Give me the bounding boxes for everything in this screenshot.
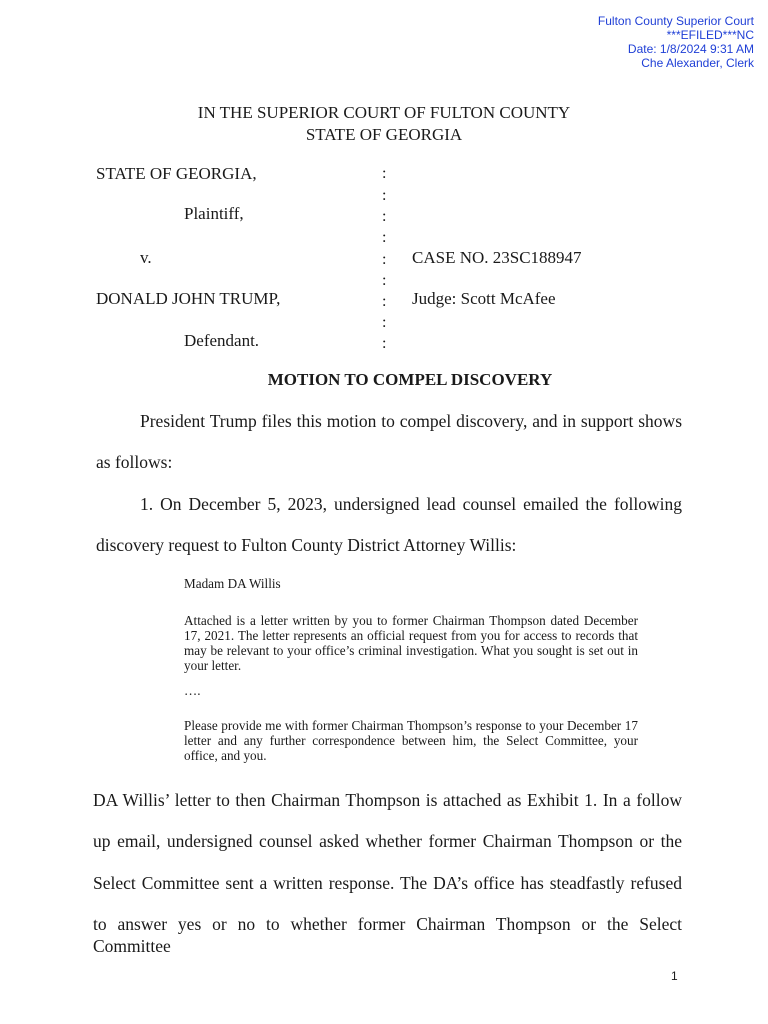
intro-line-2: as follows: — [96, 452, 173, 472]
defendant-role: Defendant. — [184, 331, 260, 350]
judge-name: Judge: Scott McAfee — [412, 289, 556, 308]
quote-salutation: Madam DA Willis — [184, 576, 281, 591]
court-heading — [0, 102, 768, 146]
stamp-clerk: Che Alexander, Clerk — [641, 56, 754, 70]
caption-separator: : — [382, 251, 387, 268]
defendant-name: DONALD JOHN TRUMP, — [96, 289, 281, 308]
case-number: CASE NO. 23SC188947 — [412, 248, 582, 267]
quote-paragraph-1: Attached is a letter written by you to former Chairman Thompson dated December 17, 2021. The letter represents an official request from you for access to records that may be relevant to your office’s criminal investigation. What you sought is set out in your letter. — [184, 613, 638, 673]
quote-paragraph-2: Please provide me with former Chairman Thompson’s response to your December 17 letter and any further correspondence between him, the Select Committee, your office, and you. — [184, 718, 638, 763]
versus: v. — [140, 248, 152, 267]
plaintiff-role: Plaintiff, — [184, 204, 244, 223]
body-line-2: up email, undersigned counsel asked whether former Chairman Thompson or the — [93, 831, 682, 851]
quote-ellipsis: …. — [184, 683, 201, 698]
intro-line-1: President Trump files this motion to compel discovery, and in support shows — [140, 411, 682, 431]
court-state: STATE OF GEORGIA — [305, 125, 463, 144]
body-line-4: to answer yes or no to whether former Chairman Thompson or the Select Committee — [93, 914, 682, 956]
caption-separator: : — [382, 208, 387, 225]
stamp-court: Fulton County Superior Court — [597, 14, 754, 28]
caption-separator: : — [382, 314, 387, 331]
caption-separator: : — [382, 187, 387, 204]
caption-separator: : — [382, 272, 387, 289]
page-number: 1 — [671, 969, 678, 983]
para1-line-2: discovery request to Fulton County District Attorney Willis: — [96, 535, 517, 555]
stamp-date: Date: 1/8/2024 9:31 AM — [627, 42, 754, 56]
caption-separator: : — [382, 335, 387, 352]
body-line-3: Select Committee sent a written response. The DA’s office has steadfastly refused — [93, 873, 682, 893]
para1-line-1: 1. On December 5, 2023, undersigned lead counsel emailed the following — [140, 494, 682, 514]
court-name: IN THE SUPERIOR COURT OF FULTON COUNTY — [197, 103, 571, 122]
caption-separator: : — [382, 165, 387, 182]
caption-separator: : — [382, 229, 387, 246]
body-line-1: DA Willis’ letter to then Chairman Thompson is attached as Exhibit 1. In a follow — [93, 790, 682, 810]
efile-stamp — [598, 14, 754, 70]
caption-separator: : — [382, 293, 387, 310]
plaintiff-name: STATE OF GEORGIA, — [96, 164, 257, 183]
stamp-efiled: ***EFILED***NC — [666, 28, 754, 42]
motion-title: MOTION TO COMPEL DISCOVERY — [267, 370, 553, 389]
